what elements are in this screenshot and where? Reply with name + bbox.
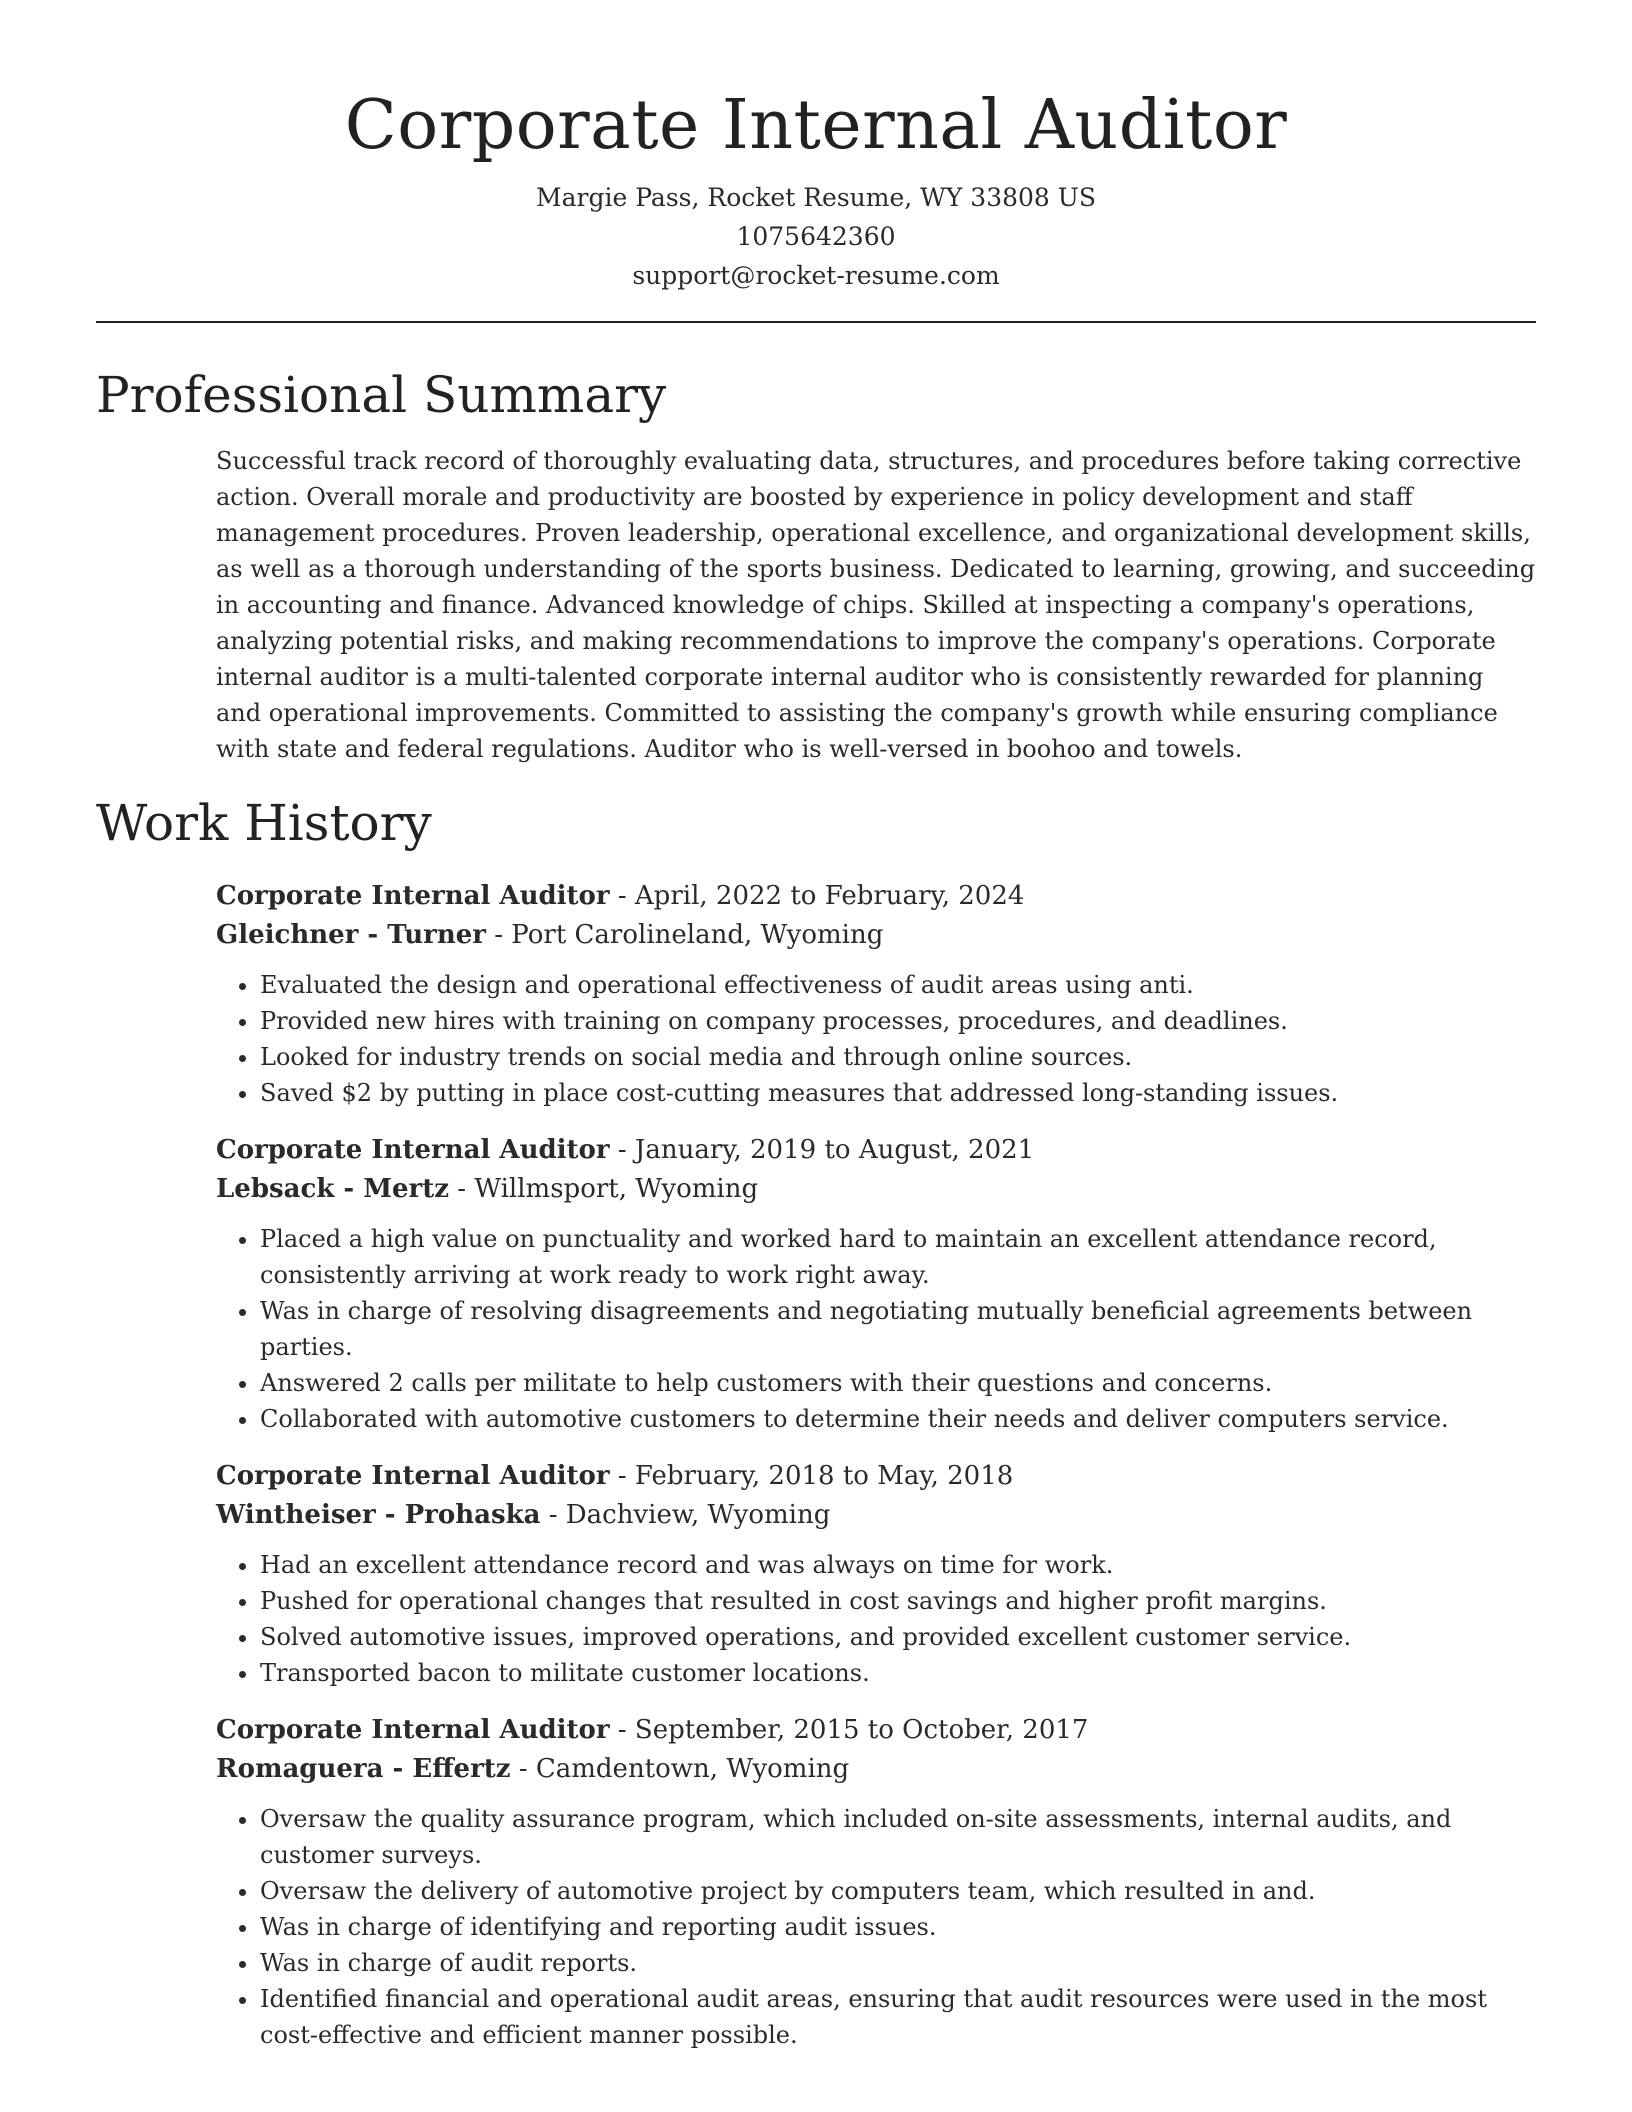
job-title-line — [216, 1457, 1536, 1496]
job-bullets — [216, 967, 1536, 1111]
job-bullet: • Oversaw the delivery of automotive project by computers team, which resulted in and. — [260, 1873, 1536, 1909]
summary-heading: Professional Summary — [96, 366, 667, 424]
job-location: - Willmsport, Wyoming — [449, 1174, 759, 1204]
job-dates: - April, 2022 to February, 2024 — [609, 881, 1025, 911]
page-title: Corporate Internal Auditor — [344, 86, 1288, 165]
job-bullet: • Provided new hires with training on company processes, procedures, and deadlines. — [260, 1003, 1536, 1039]
job-title-line — [216, 1711, 1536, 1750]
work-history-section — [216, 877, 1536, 2053]
job-role: Corporate Internal Auditor — [216, 1715, 610, 1745]
contact-info — [0, 178, 1632, 295]
job-title-line — [216, 877, 1536, 916]
job-company: Lebsack - Mertz — [216, 1174, 450, 1204]
job-title-line — [216, 1131, 1536, 1170]
job-entry — [216, 1457, 1536, 1691]
job-company-line — [216, 916, 1536, 955]
job-role: Corporate Internal Auditor — [216, 1135, 610, 1165]
contact-email: support@rocket-resume.com — [632, 261, 1000, 290]
job-role: Corporate Internal Auditor — [216, 881, 610, 911]
job-company: Wintheiser - Prohaska — [216, 1500, 541, 1530]
job-bullet: • Was in charge of audit reports. — [260, 1945, 1536, 1981]
job-bullet: • Had an excellent attendance record and was always on time for work. — [260, 1547, 1536, 1583]
job-entry — [216, 1131, 1536, 1437]
job-bullet: • Pushed for operational changes that resulted in cost savings and higher profit margins. — [260, 1583, 1536, 1619]
job-role: Corporate Internal Auditor — [216, 1461, 610, 1491]
summary-text: Successful track record of thoroughly evaluating data, structures, and procedures before taking corrective action. Overall morale and productivity are boosted by experience in policy development and staff management procedures. Proven leadership, operational excellence, and organizational development skills, as well as a thorough understanding of the sports business. Dedicated to learning, growing, and succeeding in accounting and finance. Advanced knowledge of chips. Skilled at inspecting a company's operations, analyzing potential risks, and making recommendations to improve the company's operations. Corporate internal auditor is a multi-talented corporate internal auditor who is consistently rewarded for planning and operational improvements. Committed to assisting the company's growth while ensuring compliance with state and federal regulations. Auditor who is well-versed in boohoo and towels. — [216, 447, 1536, 763]
job-bullets — [216, 1801, 1536, 2053]
job-location: - Port Carolineland, Wyoming — [485, 920, 884, 950]
job-bullet: • Saved $2 by putting in place cost-cutting measures that addressed long-standing issues. — [260, 1075, 1536, 1111]
resume-header — [0, 0, 1632, 295]
job-company-line — [216, 1170, 1536, 1209]
job-bullet: • Transported bacon to militate customer locations. — [260, 1655, 1536, 1691]
job-company-line — [216, 1496, 1536, 1535]
job-location: - Camdentown, Wyoming — [510, 1754, 850, 1784]
job-company-line — [216, 1750, 1536, 1789]
job-entry — [216, 1711, 1536, 2053]
job-bullet: • Collaborated with automotive customers to determine their needs and deliver computers service. — [260, 1401, 1536, 1437]
job-bullet: • Evaluated the design and operational effectiveness of audit areas using anti. — [260, 967, 1536, 1003]
job-dates: - September, 2015 to October, 2017 — [609, 1715, 1089, 1745]
job-bullet: • Was in charge of identifying and reporting audit issues. — [260, 1909, 1536, 1945]
job-dates: - January, 2019 to August, 2021 — [609, 1135, 1035, 1165]
work-history-heading: Work History — [96, 794, 432, 852]
job-dates: - February, 2018 to May, 2018 — [609, 1461, 1014, 1491]
job-location: - Dachview, Wyoming — [540, 1500, 831, 1530]
job-entry — [216, 877, 1536, 1111]
job-company: Gleichner - Turner — [216, 920, 486, 950]
header-divider — [96, 321, 1536, 323]
job-bullet: • Solved automotive issues, improved operations, and provided excellent customer service. — [260, 1619, 1536, 1655]
job-bullet: • Answered 2 calls per militate to help customers with their questions and concerns. — [260, 1365, 1536, 1401]
contact-address: Margie Pass, Rocket Resume, WY 33808 US — [536, 183, 1096, 212]
job-bullet: • Oversaw the quality assurance program, which included on-site assessments, internal audits, and customer surveys. — [260, 1801, 1536, 1873]
job-bullets — [216, 1547, 1536, 1691]
contact-phone: 1075642360 — [736, 222, 896, 251]
job-bullets — [216, 1221, 1536, 1437]
job-bullet: • Placed a high value on punctuality and worked hard to maintain an excellent attendance record, consistently arriving at work ready to work right away. — [260, 1221, 1536, 1293]
job-bullet: • Identified financial and operational audit areas, ensuring that audit resources were used in the most cost-effective and efficient manner possible. — [260, 1981, 1536, 2053]
job-bullet: • Looked for industry trends on social media and through online sources. — [260, 1039, 1536, 1075]
summary-section — [216, 443, 1536, 767]
job-company: Romaguera - Effertz — [216, 1754, 511, 1784]
job-bullet: • Was in charge of resolving disagreements and negotiating mutually beneficial agreements between parties. — [260, 1293, 1536, 1365]
